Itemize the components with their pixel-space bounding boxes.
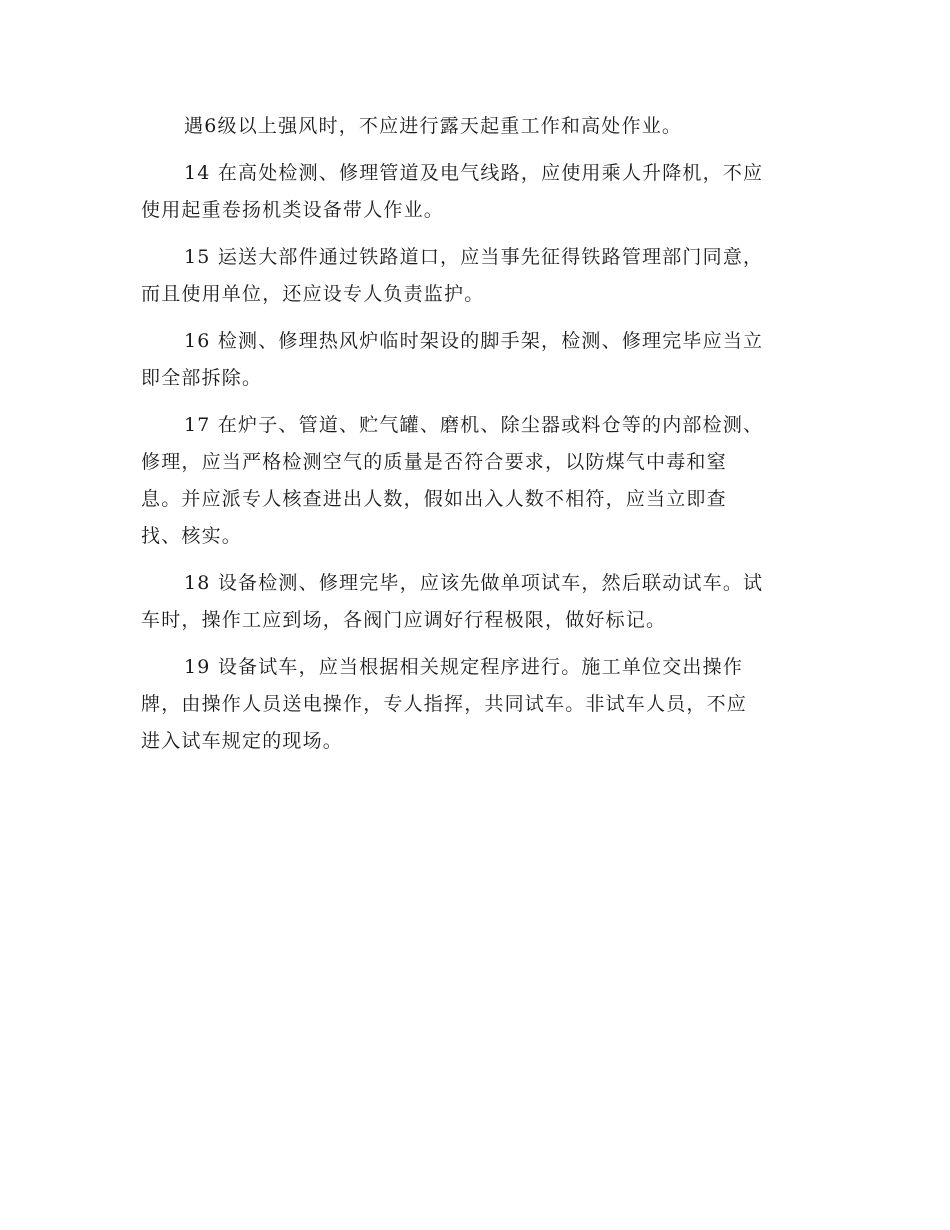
paragraph-line: 19 设备试车，应当根据相关规定程序进行。施工单位交出操作 [184,656,744,678]
document-body [141,108,809,770]
paragraph-line: 使用起重卷扬机类设备带人作业。 [141,199,445,221]
paragraph-line: 16 检测、修理热风炉临时架设的脚手架，检测、修理完毕应当立 [184,330,764,352]
paragraph-14 [141,155,809,229]
paragraph-line: 即全部拆除。 [141,367,263,389]
paragraph-line: 进入试车规定的现场。 [141,730,344,752]
paragraph-line: 牌，由操作人员送电操作，专人指挥，共同试车。非试车人员，不应 [141,693,748,715]
paragraph-15 [141,239,809,313]
paragraph-18 [141,565,809,639]
paragraph-line: 18 设备检测、修理完毕，应该先做单项试车，然后联动试车。试 [184,572,764,594]
paragraph-line: 15 运送大部件通过铁路道口，应当事先征得铁路管理部门同意， [184,246,764,268]
paragraph-line: 而且使用单位，还应设专人负责监护。 [141,283,485,305]
paragraph-line: 17 在炉子、管道、贮气罐、磨机、除尘器或料仓等的内部检测、 [184,414,764,436]
paragraph-16 [141,323,809,397]
paragraph-line: 车时，操作工应到场，各阀门应调好行程极限，做好标记。 [141,609,667,631]
paragraph-line: 找、核实。 [141,525,243,547]
paragraph-line: 修理，应当严格检测空气的质量是否符合要求，以防煤气中毒和窒 [141,451,727,473]
paragraph-line: 息。并应派专人核查进出人数，假如出入人数不相符，应当立即查 [141,488,727,510]
paragraph-19 [141,649,809,760]
paragraph-line: 遇6级以上强风时，不应进行露天起重工作和高处作业。 [184,115,683,137]
paragraph-line: 14 在高处检测、修理管道及电气线路，应使用乘人升降机，不应 [184,162,764,184]
paragraph-17 [141,407,809,555]
paragraph-strong-wind [141,108,809,145]
